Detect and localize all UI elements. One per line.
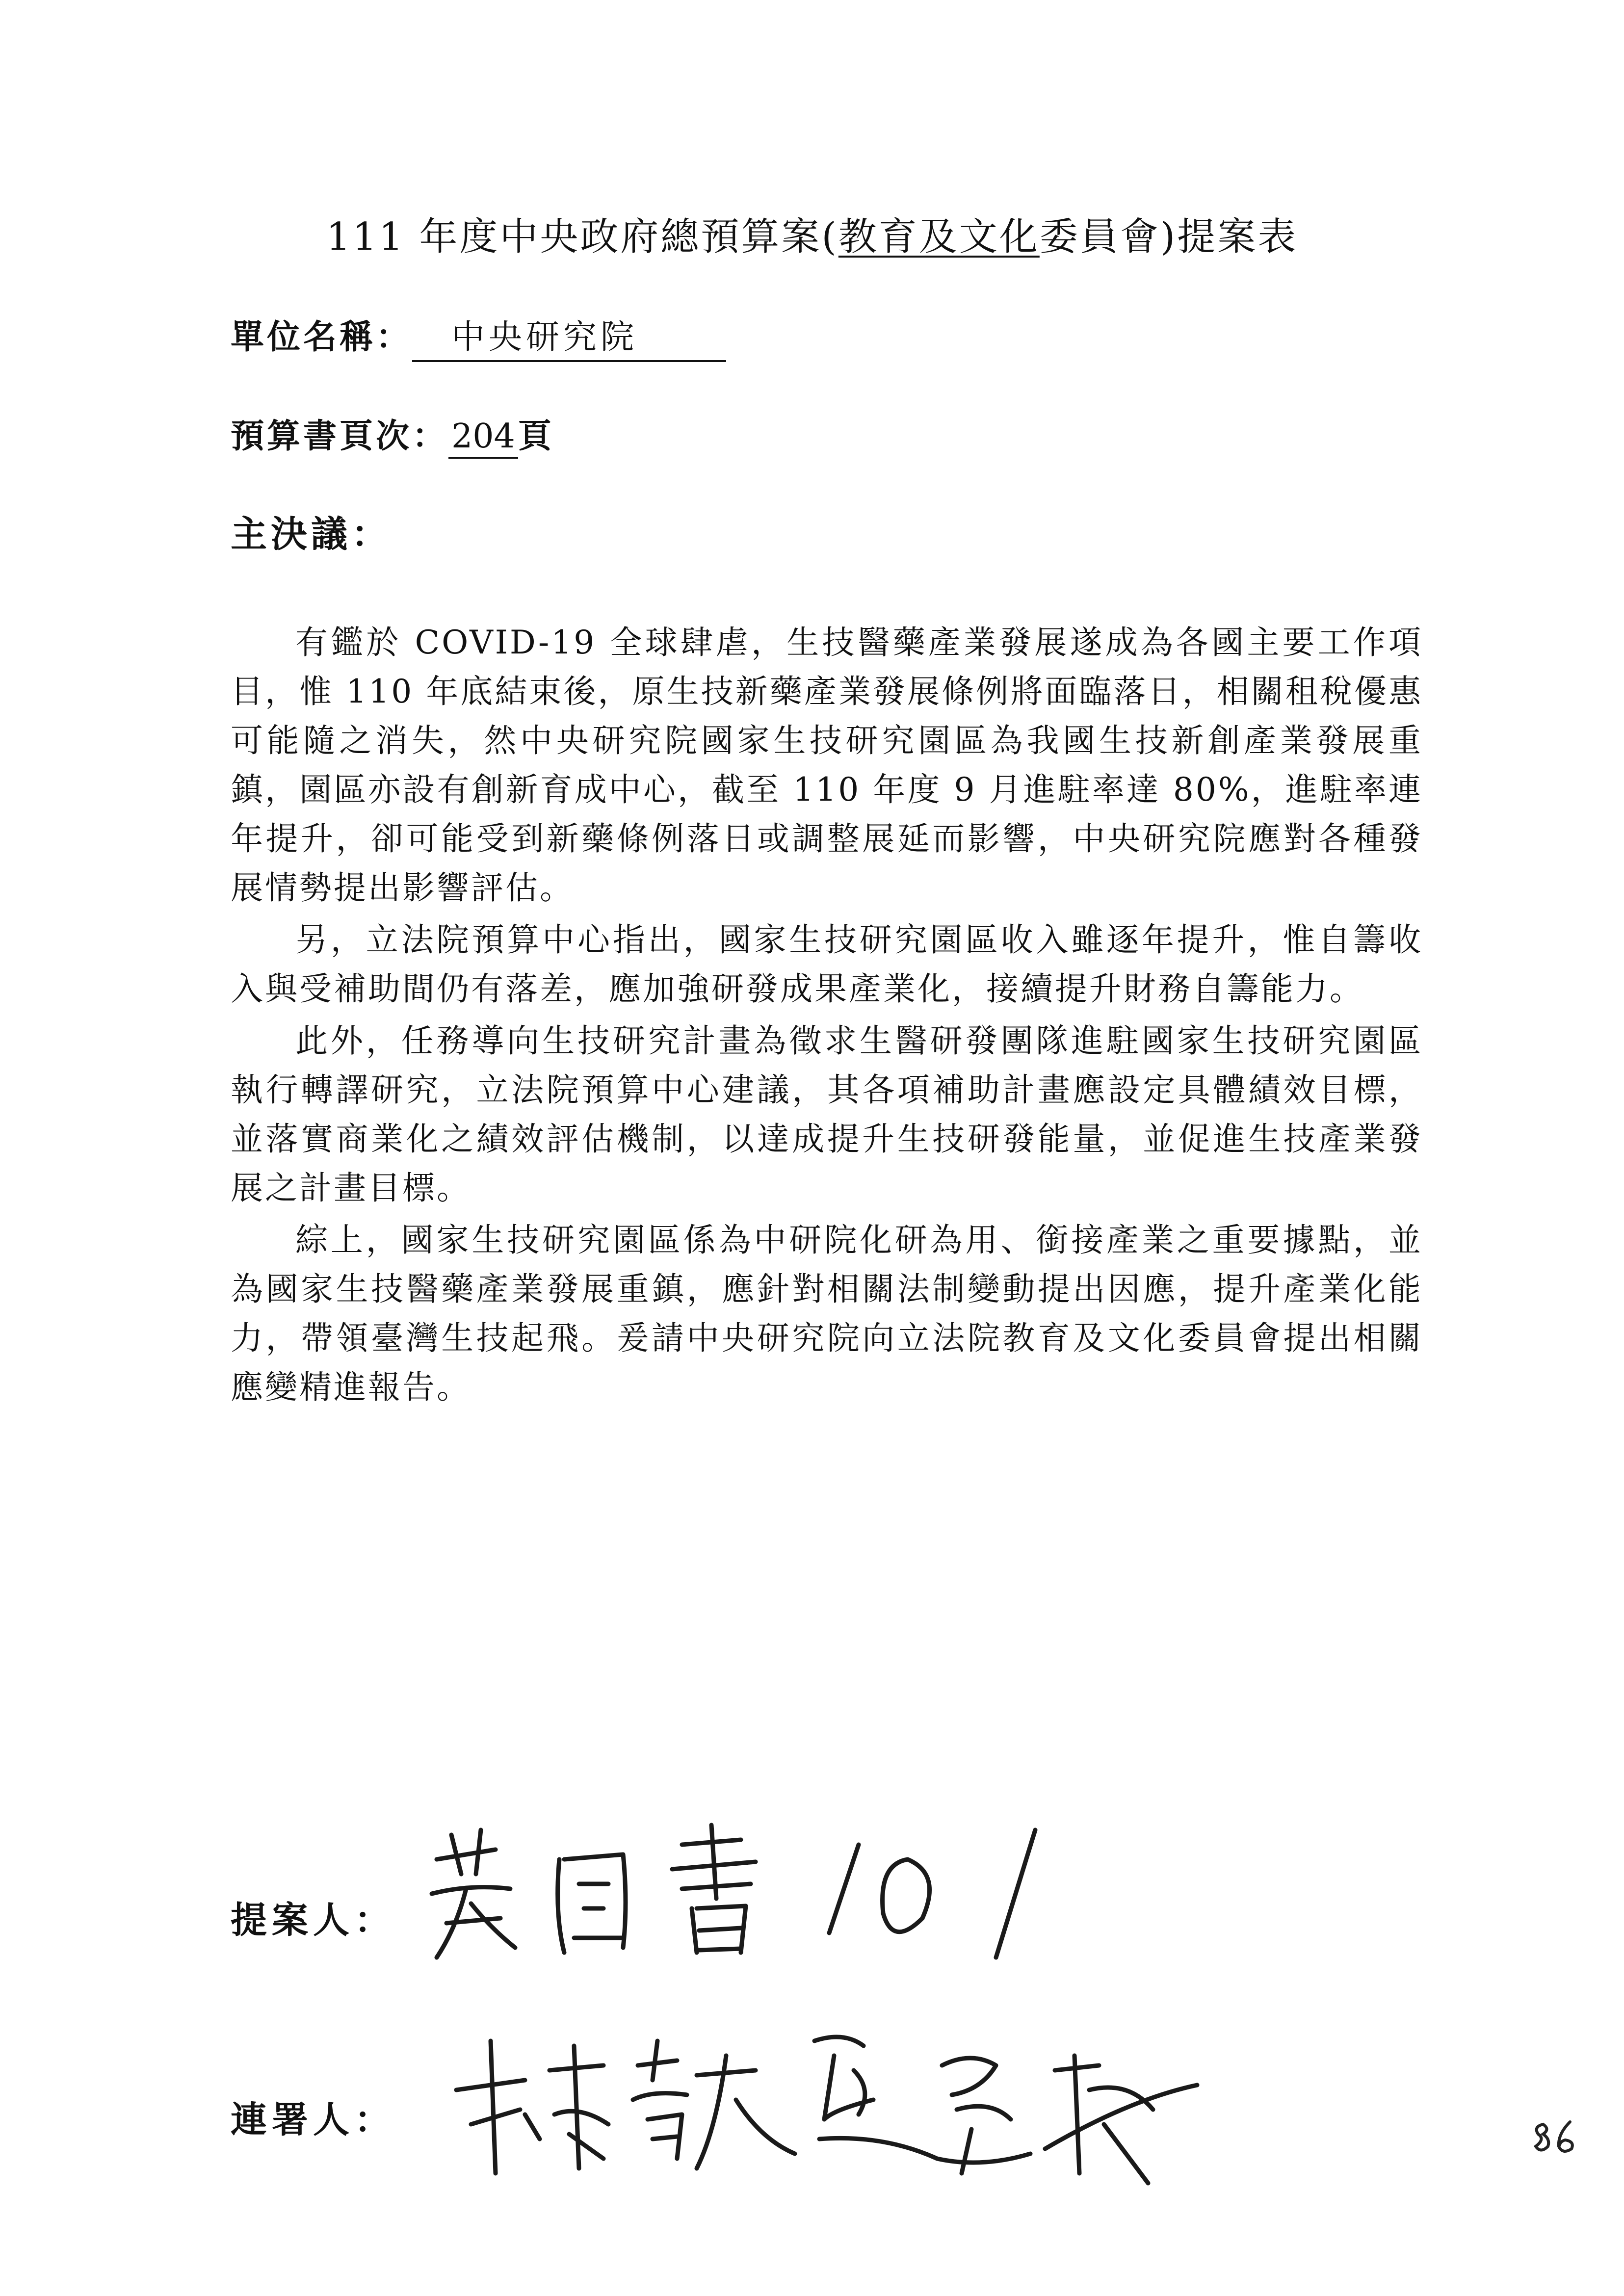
proposer-signature [417,1815,1104,1977]
budget-page-number: 204 [448,417,518,459]
resolution-body [231,618,1423,1415]
cosigner-signatures [442,2011,1227,2208]
paragraph-4: 綜上，國家生技研究園區係為中研院化研為用、銜接產業之重要據點，並為國家生技醫藥產業發展重鎮，應針對相關法制變動提出因應，提升產業化能力，帶領臺灣生技起飛。爰請中央研究院向立法院教育及文化委員會提出相關應變精進報告。 [231,1221,1423,1406]
budget-page-unit: 頁 [518,417,554,456]
paragraph-1: 有鑑於 COVID-19 全球肆虐，生技醫藥產業發展遂成為各國主要工作項目，惟 110 年底結束後，原生技新藥產業發展條例將面臨落日，相關租稅優惠可能隨之消失，然中央研究院國家生技研究園區為我國生技新創產業發展重鎮，園區亦設有創新育成中心，截至 110 年度 9 月進駐率達 80%，進駐率連年提升，卻可能受到新藥條例落日或調整展延而影響，中央研究院應對各種發展情勢提出影響評估。 [231,624,1423,907]
resolution-label: 主決議： [231,513,392,555]
cosigner-label: 連署人： [231,2099,395,2141]
document-title [0,206,1624,261]
page-mark-handwritten [1528,2114,1582,2159]
unit-name-row [231,311,726,362]
unit-name-label: 單位名稱： [231,317,413,357]
title-prefix: 111 年度中央政府總預算案( [326,215,838,259]
paragraph-3: 此外，任務導向生技研究計畫為徵求生醫研發團隊進駐國家生技研究園區執行轉譯研究，立法院預算中心建議，其各項補助計畫應設定具體績效目標，並落實商業化之績效評估機制，以達成提升生技研發能量，並促進生技產業發展之計畫目標。 [231,1022,1423,1207]
unit-name-value: 中央研究院 [412,311,726,362]
title-committee: 教育及文化 [838,215,1040,259]
title-suffix: 委員會)提案表 [1039,215,1298,259]
proposer-note-text [1595,2149,1604,2154]
budget-page-row [231,410,554,457]
budget-page-label: 預算書頁次： [231,417,449,456]
paragraph-2: 另，立法院預算中心指出，國家生技研究園區收入雖逐年提升，惟自籌收入與受補助間仍有落差，應加強研發成果產業化，接續提升財務自籌能力。 [231,921,1423,1008]
proposer-label: 提案人： [231,1899,395,1941]
page-mark-text [1595,2139,1601,2144]
